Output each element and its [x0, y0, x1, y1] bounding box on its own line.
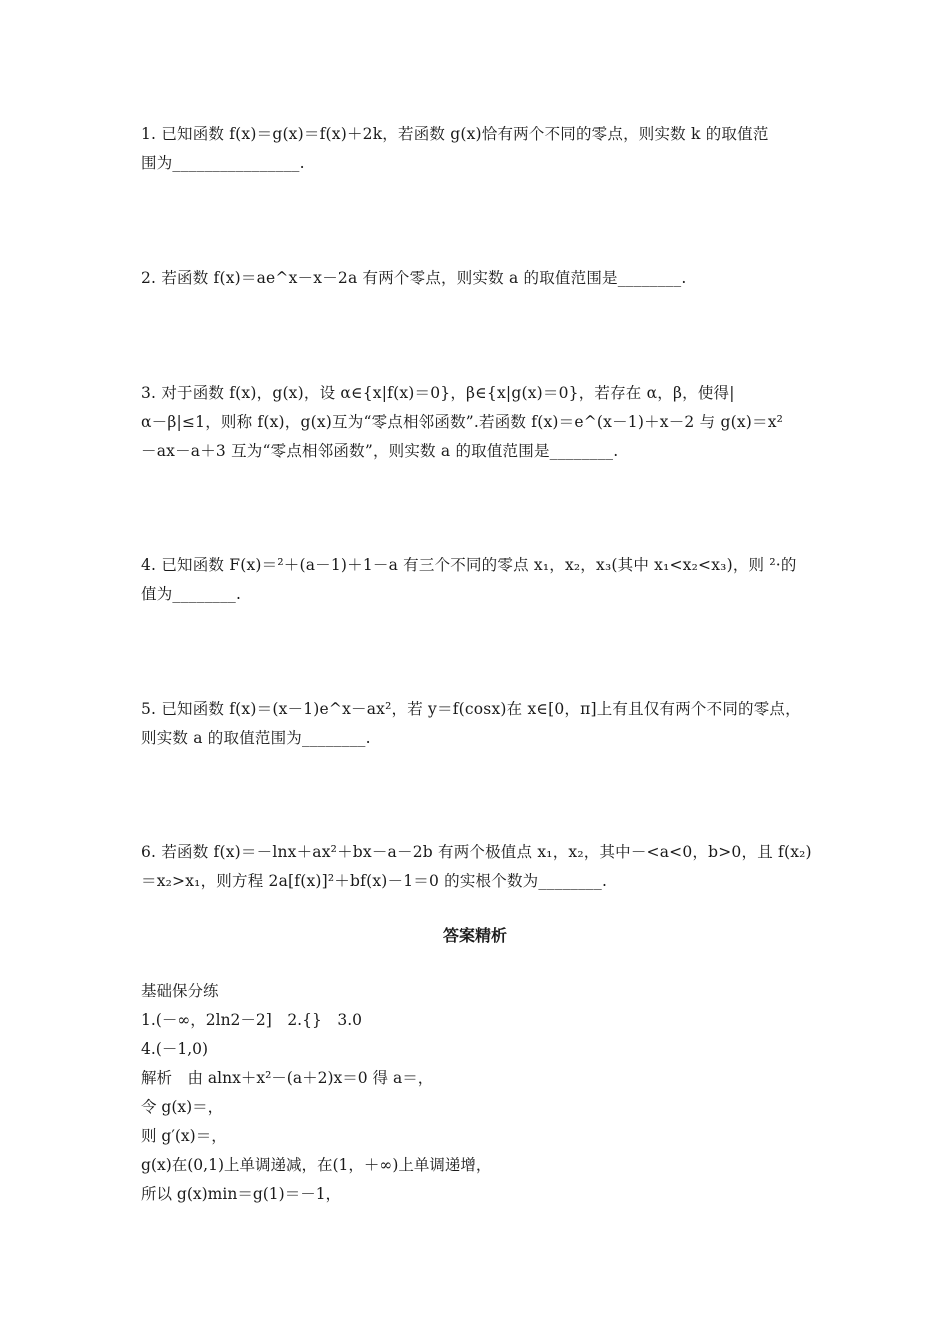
- problem-line: 4. 已知函数 F(x)＝²＋(a－1)＋1－a 有三个不同的零点 x₁，x₂，x₃(其中 x₁<x₂<x₃)，则 ²·的: [141, 556, 797, 574]
- problem-6: [141, 838, 813, 896]
- problem-line: 围为________________.: [141, 154, 305, 172]
- answer-line: g(x)在(0,1)上单调递减，在(1，＋∞)上单调递增，: [141, 1156, 492, 1174]
- problem-line: 5. 已知函数 f(x)＝(x－1)e^x－ax²，若 y＝f(cosx)在 x∈[0，π]上有且仅有两个不同的零点，: [141, 700, 801, 718]
- problem-line: 3. 对于函数 f(x)，g(x)，设 α∈{x|f(x)＝0}，β∈{x|g(x)＝0}，若存在 α，β，使得|: [141, 384, 735, 402]
- answer-line: 1.(－∞，2ln2－2] 2.{} 3.0: [141, 1011, 362, 1029]
- answer-line: 4.(－1,0): [141, 1040, 209, 1058]
- problem-line: 1. 已知函数 f(x)＝g(x)＝f(x)＋2k，若函数 g(x)恰有两个不同的零点，则实数 k 的取值范: [141, 125, 769, 143]
- answer-line: 令 g(x)＝，: [141, 1098, 224, 1116]
- problem-3: [141, 379, 813, 466]
- problem-1: [141, 120, 813, 178]
- answer-heading: 答案精析: [442, 926, 507, 945]
- problem-5: [141, 695, 813, 753]
- problem-line: 6. 若函数 f(x)＝－lnx＋ax²＋bx－a－2b 有两个极值点 x₁，x₂，其中－<a<0，b>0，且 f(x₂): [141, 843, 812, 861]
- problem-2: [141, 264, 813, 293]
- answer-line: 则 g′(x)＝，: [141, 1127, 227, 1145]
- answer-line: 基础保分练: [141, 982, 219, 1000]
- answer-section: [141, 977, 813, 1209]
- problem-line: 则实数 a 的取值范围为________.: [141, 729, 371, 747]
- problem-4: [141, 551, 813, 609]
- answer-line: 所以 g(x)min＝g(1)＝－1，: [141, 1185, 342, 1203]
- problem-line: －ax－a＋3 互为“零点相邻函数”，则实数 a 的取值范围是________.: [141, 442, 619, 460]
- answer-line: 解析 由 alnx＋x²－(a＋2)x＝0 得 a＝，: [141, 1069, 434, 1087]
- problem-line: 2. 若函数 f(x)＝ae^x－x－2a 有两个零点，则实数 a 的取值范围是________.: [141, 269, 687, 287]
- problem-line: α－β|≤1，则称 f(x)，g(x)互为“零点相邻函数”.若函数 f(x)＝e^(x－1)＋x－2 与 g(x)＝x²: [141, 413, 784, 431]
- problem-line: 值为________.: [141, 585, 242, 603]
- problem-line: ＝x₂>x₁，则方程 2a[f(x)]²＋bf(x)－1＝0 的实根个数为________.: [141, 872, 608, 890]
